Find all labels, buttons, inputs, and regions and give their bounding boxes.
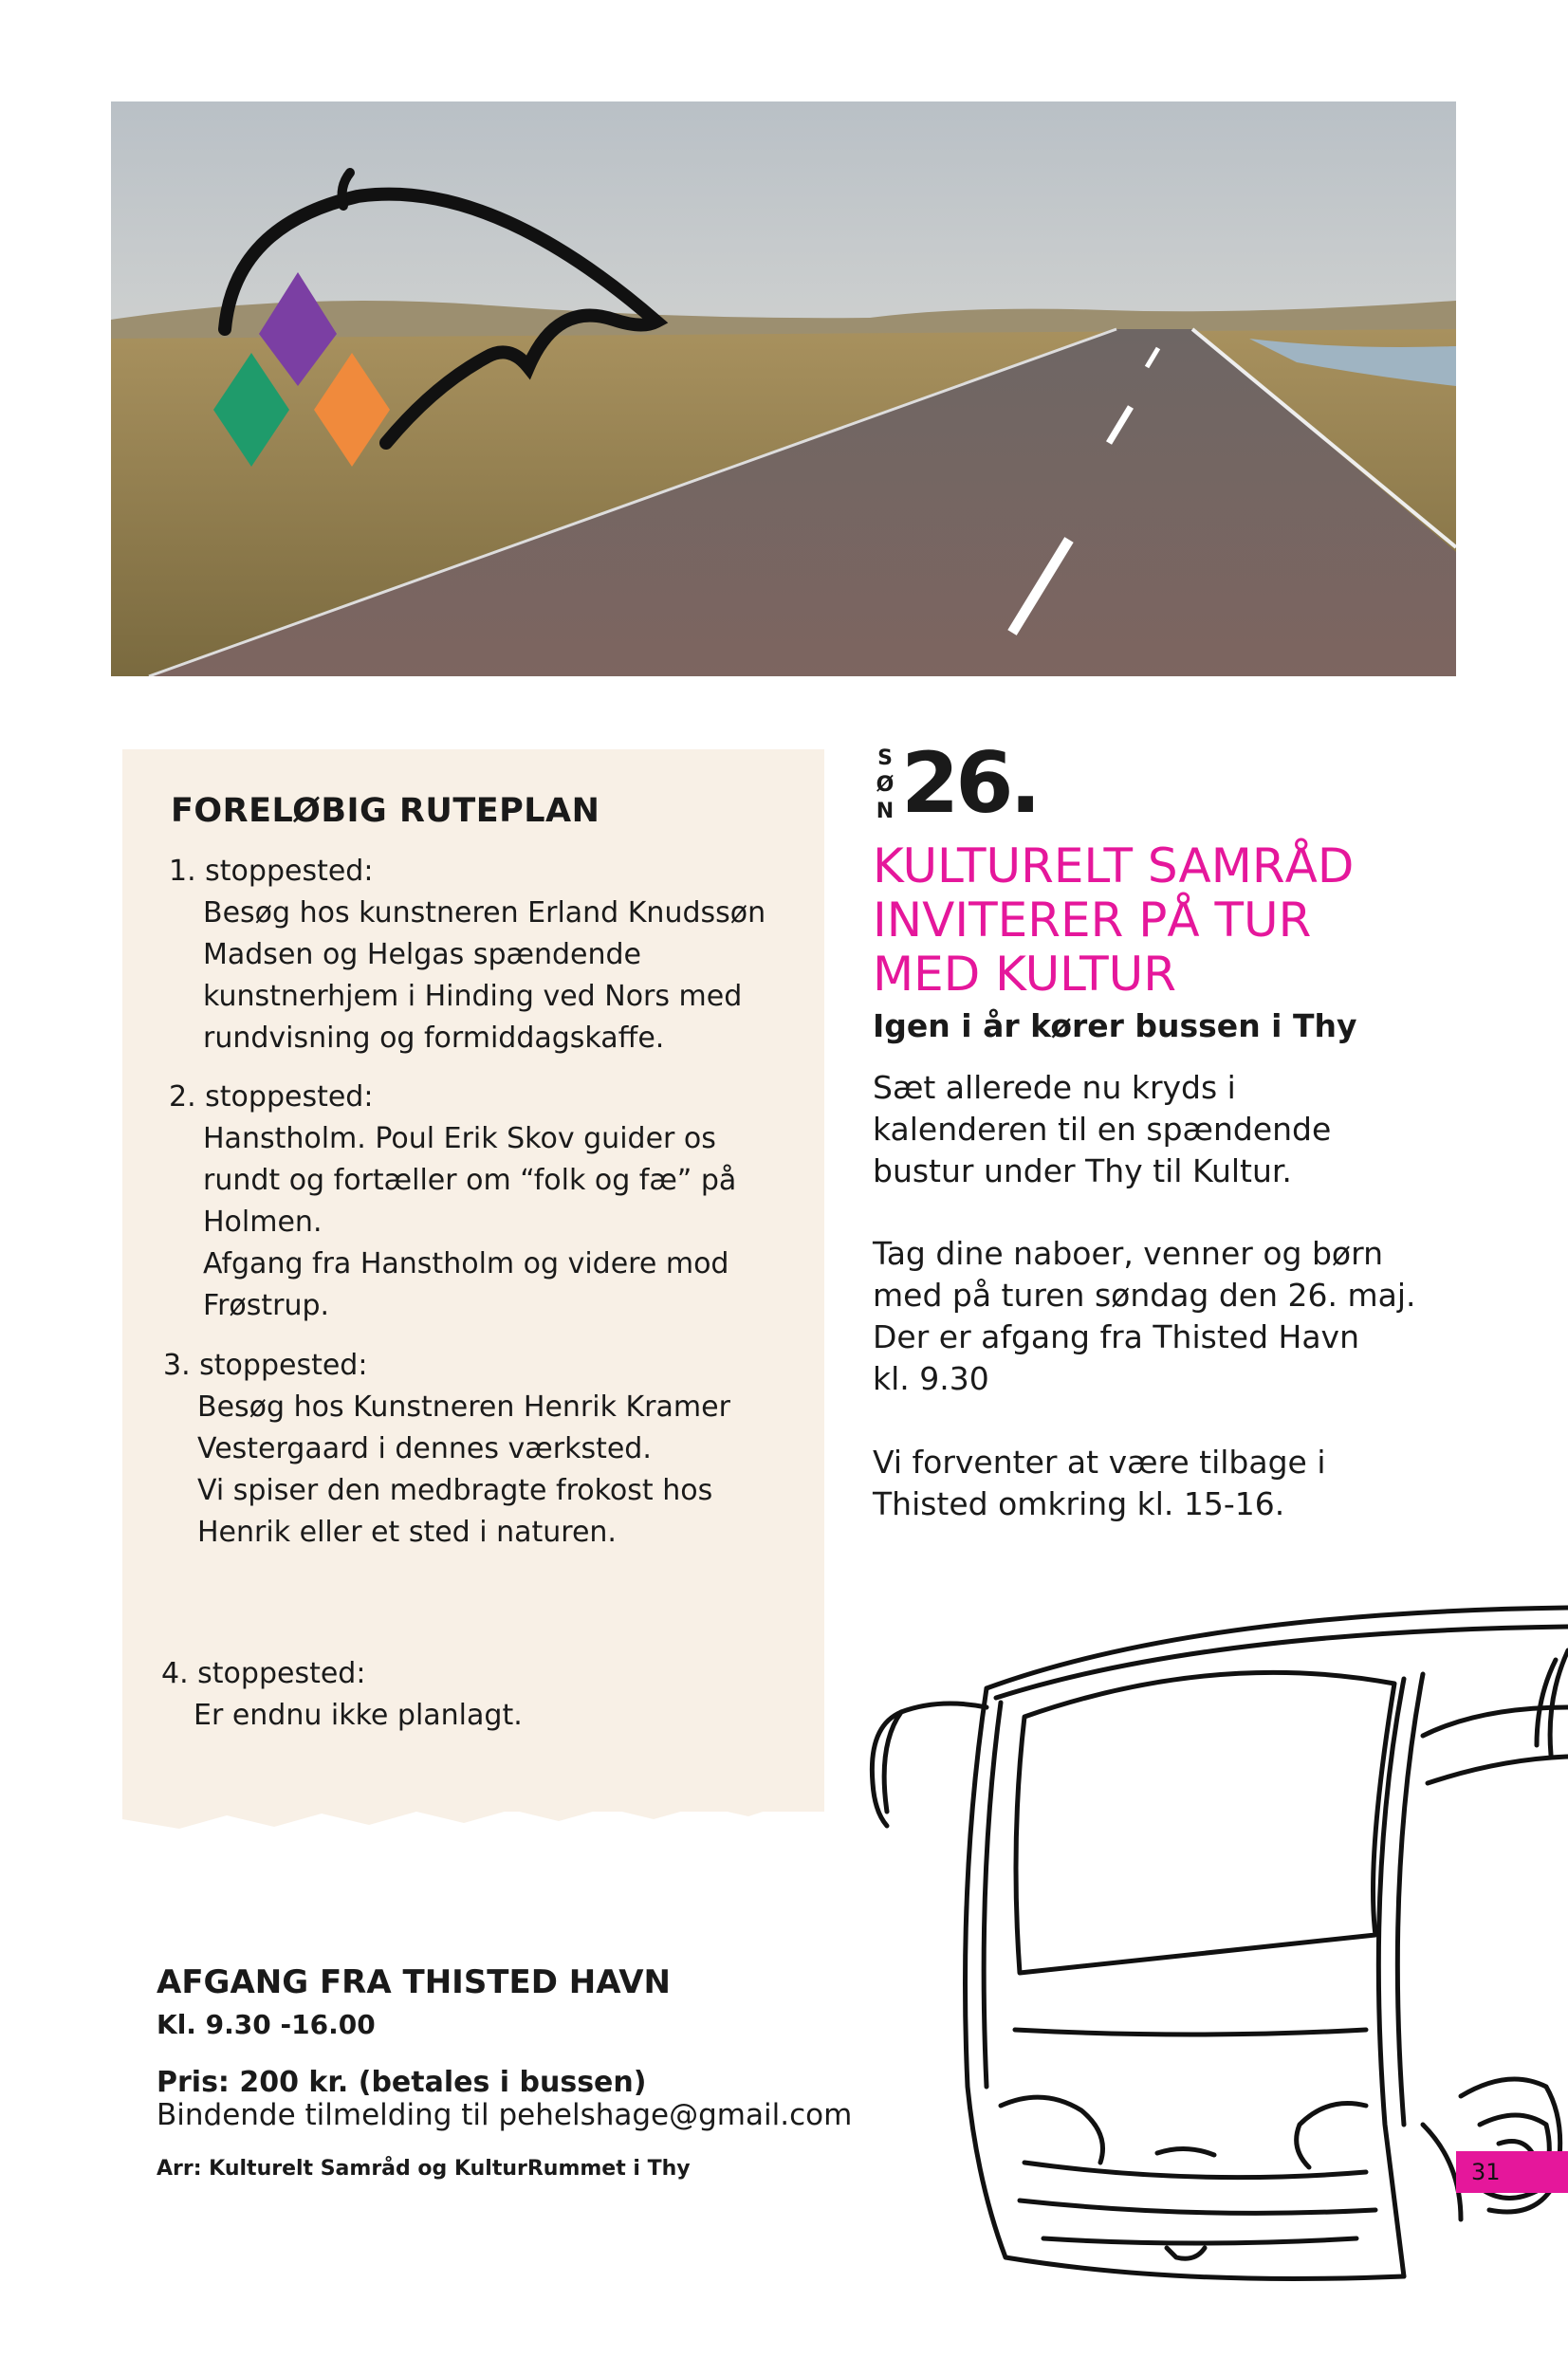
- stop-line: kunstnerhjem i Hinding ved Nors med: [203, 980, 743, 1013]
- paragraph-line: Thisted omkring kl. 15-16.: [873, 1485, 1285, 1522]
- event-title-line: MED KULTUR: [873, 947, 1177, 1002]
- event-paragraph-1: [873, 1067, 1480, 1192]
- stop-heading: 3. stoppested:: [163, 1349, 368, 1382]
- torn-paper-edge: [122, 1764, 824, 1850]
- paragraph-line: bustur under Thy til Kultur.: [873, 1152, 1292, 1189]
- stop-line: Frøstrup.: [203, 1289, 330, 1322]
- stop-heading: 4. stoppested:: [161, 1657, 366, 1690]
- stop-line: Vestergaard i dennes værksted.: [197, 1432, 652, 1465]
- route-stop-1: [169, 851, 814, 1059]
- weekday-letter: N: [876, 800, 895, 823]
- paragraph-line: kl. 9.30: [873, 1360, 989, 1397]
- stop-line: Vi spiser den medbragte frokost hos: [197, 1474, 713, 1507]
- bus-illustration-icon: [797, 1593, 1568, 2357]
- stop-line: Henrik eller et sted i naturen.: [197, 1516, 617, 1549]
- departure-time: Kl. 9.30 -16.00: [157, 2009, 376, 2040]
- paragraph-line: Sæt allerede nu kryds i: [873, 1069, 1236, 1106]
- signup-text: Bindende tilmelding til pehelshage@gmail.com: [157, 2098, 853, 2132]
- event-title: [873, 839, 1480, 1002]
- stop-line: Besøg hos Kunstneren Henrik Kramer: [197, 1390, 730, 1424]
- departure-title: AFGANG FRA THISTED HAVN: [157, 1963, 672, 2001]
- road-landscape-photo: [111, 101, 1456, 676]
- departure-price: Pris: 200 kr. (betales i bussen): [157, 2066, 647, 2099]
- stop-line: Holmen.: [203, 1206, 323, 1239]
- arranger-text: Arr: Kulturelt Samråd og KulturRummet i Thy: [157, 2157, 691, 2181]
- event-paragraph-3: [873, 1442, 1480, 1525]
- event-paragraph-2: [873, 1233, 1480, 1400]
- stop-line: Besøg hos kunstneren Erland Knudssøn: [203, 896, 766, 930]
- route-plan-title: FORELØBIG RUTEPLAN: [171, 792, 600, 830]
- route-stop-2: [169, 1077, 814, 1327]
- stop-line: Madsen og Helgas spændende: [203, 938, 641, 971]
- paragraph-line: Vi forventer at være tilbage i: [873, 1444, 1326, 1481]
- day-number: 26.: [901, 734, 1038, 832]
- paragraph-line: kalenderen til en spændende: [873, 1111, 1332, 1148]
- stop-line: Er endnu ikke planlagt.: [194, 1699, 523, 1732]
- route-stop-3: [163, 1345, 808, 1554]
- stop-line: rundvisning og formiddagskaffe.: [203, 1022, 665, 1055]
- stop-line: Afgang fra Hanstholm og videre mod: [203, 1247, 729, 1280]
- stop-heading: 2. stoppested:: [169, 1080, 374, 1114]
- stop-heading: 1. stoppested:: [169, 855, 374, 888]
- stop-line: Hanstholm. Poul Erik Skov guider os: [203, 1122, 716, 1155]
- weekday-letter: S: [877, 746, 893, 770]
- event-subtitle: Igen i år kører bussen i Thy: [873, 1007, 1357, 1044]
- weekday-letter: Ø: [876, 773, 895, 797]
- route-stop-4: [161, 1653, 806, 1737]
- event-title-line: KULTURELT SAMRÅD: [873, 838, 1355, 893]
- weekday-letters: [873, 746, 897, 825]
- page-number: 31: [1456, 2151, 1568, 2193]
- hero-image: [111, 101, 1456, 676]
- paragraph-line: med på turen søndag den 26. maj.: [873, 1277, 1416, 1314]
- stop-line: rundt og fortæller om “folk og fæ” på: [203, 1164, 737, 1197]
- event-title-line: INVITERER PÅ TUR: [873, 893, 1312, 948]
- paragraph-line: Tag dine naboer, venner og børn: [873, 1235, 1383, 1272]
- paragraph-line: Der er afgang fra Thisted Havn: [873, 1318, 1359, 1355]
